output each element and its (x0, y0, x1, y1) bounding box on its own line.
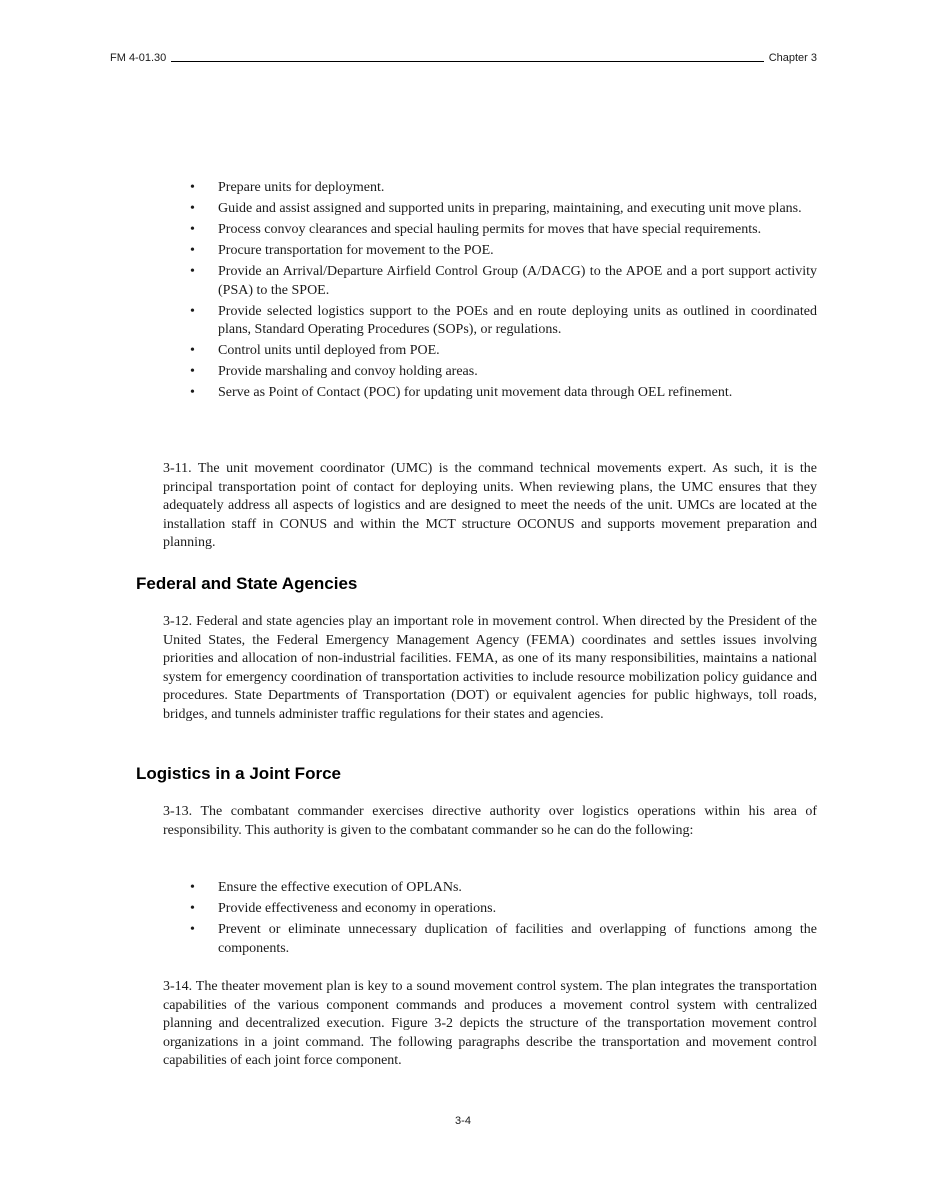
list-item: • Procure transportation for movement to the POE. (163, 242, 817, 261)
page-number: 3-4 (455, 1115, 471, 1127)
header-chapter: Chapter 3 (768, 52, 817, 64)
header-rule (171, 60, 763, 62)
bullet-glyph: • (190, 921, 195, 937)
bullet-glyph: • (190, 364, 195, 380)
bullet-glyph: • (190, 385, 195, 401)
bullet-glyph: • (190, 900, 195, 916)
list-item: • Provide effectiveness and economy in operations. (163, 900, 817, 919)
list-item: • Provide marshaling and convoy holding areas. (163, 363, 817, 382)
heading-logistics-joint-force: Logistics in a Joint Force (136, 764, 341, 783)
list-item: • Provide an Arrival/Departure Airfield Control Group (A/DACG) to the APOE and a port support activity (PSA) to the SPOE. (190, 263, 817, 298)
paragraph-3-11: 3-11. The unit movement coordinator (UMC) is the command technical movements expert. As such, it is the principal transportation point of contact for deploying units. When reviewing plans, the UMC ensures that they adequately address all aspects of logistics and are designed to meet the needs of the unit. UMCs are located at the installation staff in CONUS and within the MCT structure OCONUS and supports movement preparation and planning. (163, 461, 817, 551)
bullet-glyph: • (190, 242, 195, 258)
bullet-glyph: • (190, 200, 195, 216)
list-item: • Ensure the effective execution of OPLANs. (163, 879, 817, 898)
list-item: • Control units until deployed from POE. (163, 342, 817, 361)
paragraph-3-13: 3-13. The combatant commander exercises directive authority over logistics operations within his area of responsibility. This authority is given to the combatant commander so he can do the following: (163, 804, 817, 838)
bullet-glyph: • (190, 263, 195, 279)
list-item: • Process convoy clearances and special hauling permits for moves that have special requirements. (163, 221, 817, 240)
deployment-tasks-list (163, 179, 817, 405)
list-item: • Guide and assist assigned and supported units in preparing, maintaining, and executing unit move plans. (163, 200, 817, 219)
header-manual-number: FM 4-01.30 (110, 52, 167, 64)
list-item: • Prepare units for deployment. (163, 179, 817, 198)
heading-federal-state-agencies: Federal and State Agencies (136, 574, 358, 593)
running-header (110, 52, 817, 64)
bullet-glyph: • (190, 880, 195, 895)
combatant-commander-list (163, 879, 817, 961)
paragraph-3-12: 3-12. Federal and state agencies play an important role in movement control. When directed by the President of the United States, the Federal Emergency Management Agency (FEMA) coordinates and settles issues involving priorities and allocation of non-industrial facilities. FEMA, as one of its many responsibilities, maintains a national system for emergency coordination of transportation activities to include resource mobilization policy guidance and procedures. State Departments of Transportation (DOT) or equivalent agencies for public highways, toll roads, bridges, and tunnels administer traffic regulations for their states and agencies. (163, 614, 817, 722)
bullet-glyph: • (190, 303, 195, 319)
list-item: • Provide selected logistics support to the POEs and en route deploying units as outlined in coordinated plans, Standard Operating Procedures (SOPs), or regulations. (190, 303, 817, 338)
bullet-glyph: • (190, 180, 195, 195)
list-item: • Serve as Point of Contact (POC) for updating unit movement data through OEL refinement. (163, 384, 817, 403)
paragraph-3-14: 3-14. The theater movement plan is key to a sound movement control system. The plan integrates the transportation capabilities of the various component commands and produces a movement control system with centralized planning and decentralized execution. Figure 3-2 depicts the structure of the transportation movement control organizations in a joint command. The following paragraphs describe the transportation and movement control capabilities of each joint force component. (163, 979, 817, 1069)
bullet-glyph: • (190, 343, 195, 359)
bullet-glyph: • (190, 221, 195, 237)
list-item: • Prevent or eliminate unnecessary duplication of facilities and overlapping of functions among the components. (190, 921, 817, 956)
